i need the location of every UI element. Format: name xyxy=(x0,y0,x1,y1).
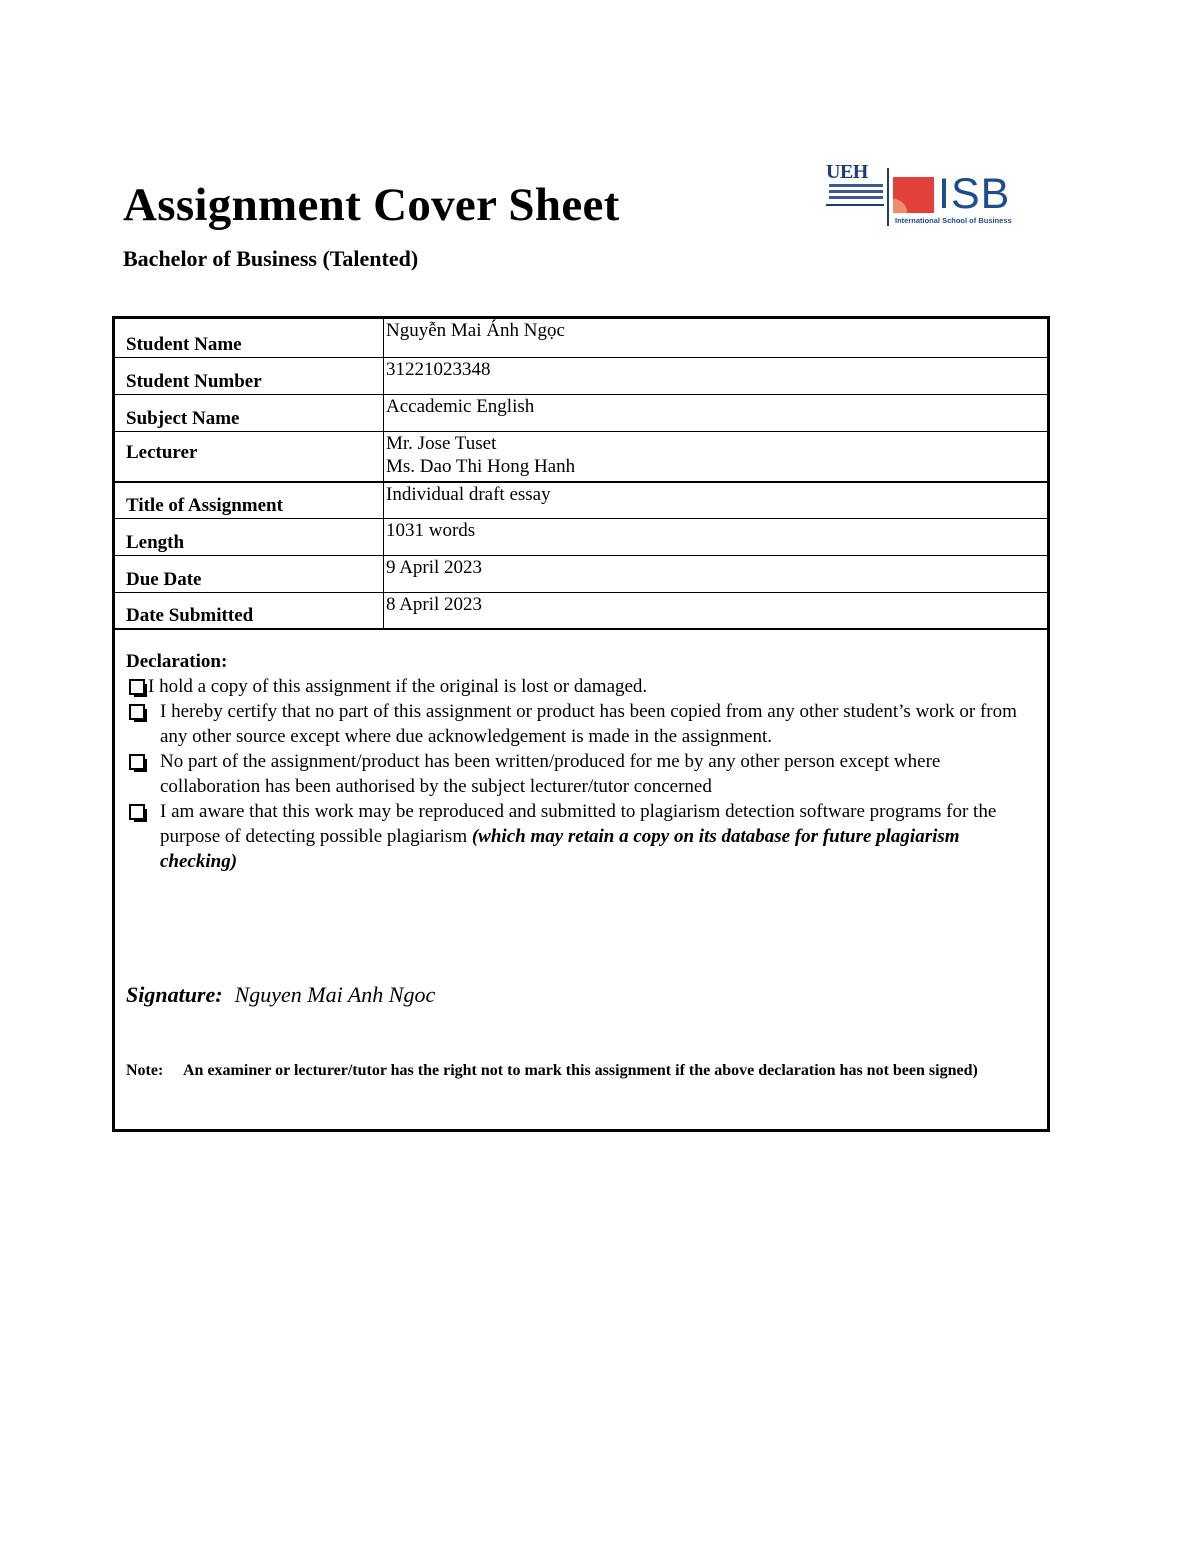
due-date-value: 9 April 2023 xyxy=(384,555,1048,592)
lecturer-value xyxy=(384,431,1048,482)
assignment-info-table xyxy=(115,319,1047,630)
table-row xyxy=(115,592,1047,629)
declaration-text: I am aware that this work may be reproduced and submitted to plagiarism detection software programs for the purpose of detecting possible plagiarism xyxy=(160,801,997,847)
declaration-item xyxy=(126,699,1039,749)
date-submitted-label: Date Submitted xyxy=(115,592,384,629)
signature-line xyxy=(126,982,435,1008)
declaration-item xyxy=(126,749,1039,799)
table-row xyxy=(115,555,1047,592)
isb-tagline: International School of Business xyxy=(895,216,1012,225)
ueh-logo-lines xyxy=(829,184,883,202)
title-of-assignment-value: Individual draft essay xyxy=(384,482,1048,518)
table-row xyxy=(115,518,1047,555)
declaration-emphasis: (which may retain a copy on its database for future plagiarism checking) xyxy=(160,826,960,872)
checkbox-icon xyxy=(129,679,145,695)
signature-name: Nguyen Mai Anh Ngoc xyxy=(234,982,436,1007)
cover-sheet-frame xyxy=(112,316,1050,1132)
length-label: Length xyxy=(115,518,384,555)
checkbox-icon xyxy=(129,754,145,770)
lecturer-name-2: Ms. Dao Thi Hong Hanh xyxy=(386,456,576,478)
length-value: 1031 words xyxy=(384,518,1048,555)
university-logo xyxy=(826,160,1030,230)
title-of-assignment-label: Title of Assignment xyxy=(115,482,384,518)
note-text: An examiner or lecturer/tutor has the right not to mark this assignment if the above declaration has not been signed) xyxy=(183,1062,978,1079)
checkbox-icon xyxy=(129,704,145,720)
declaration-heading: Declaration: xyxy=(126,651,228,672)
student-name-label: Student Name xyxy=(115,319,384,357)
page-title: Assignment Cover Sheet xyxy=(123,179,620,231)
declaration-item xyxy=(126,674,1039,699)
note-section xyxy=(126,1061,1016,1081)
declaration-text: No part of the assignment/product has been written/produced for me by any other person except where collaboration has been authorised by the subject lecturer/tutor concerned xyxy=(160,751,941,797)
page-subtitle: Bachelor of Business (Talented) xyxy=(123,246,419,271)
isb-mark-icon xyxy=(893,177,934,213)
table-row xyxy=(115,319,1047,357)
ueh-logo-rule xyxy=(826,204,884,206)
date-submitted-value: 8 April 2023 xyxy=(384,592,1048,629)
student-number-value: 31221023348 xyxy=(384,357,1048,394)
table-row xyxy=(115,394,1047,431)
declaration-item xyxy=(126,799,1039,874)
due-date-label: Due Date xyxy=(115,555,384,592)
student-name-value: Nguyễn Mai Ánh Ngọc xyxy=(384,319,1048,357)
declaration-text: I hereby certify that no part of this assignment or product has been copied from any other student’s work or from any other source except where due acknowledgement is made in the assignment. xyxy=(160,701,1017,747)
subject-name-label: Subject Name xyxy=(115,394,384,431)
table-row xyxy=(115,482,1047,518)
lecturer-label: Lecturer xyxy=(115,431,384,482)
signature-label: Signature: xyxy=(126,982,223,1007)
note-label: Note: xyxy=(126,1062,164,1079)
lecturer-name-1: Mr. Jose Tuset xyxy=(386,432,497,454)
checkbox-icon xyxy=(129,804,145,820)
ueh-logo-text: UEH xyxy=(826,161,868,183)
declaration-text: I hold a copy of this assignment if the original is lost or damaged. xyxy=(148,676,648,697)
isb-logo-text: ISB xyxy=(938,170,1011,218)
subject-name-value: Accademic English xyxy=(384,394,1048,431)
table-row xyxy=(115,431,1047,482)
logo-divider xyxy=(887,168,889,226)
declaration-section xyxy=(126,649,1039,874)
student-number-label: Student Number xyxy=(115,357,384,394)
table-row xyxy=(115,357,1047,394)
